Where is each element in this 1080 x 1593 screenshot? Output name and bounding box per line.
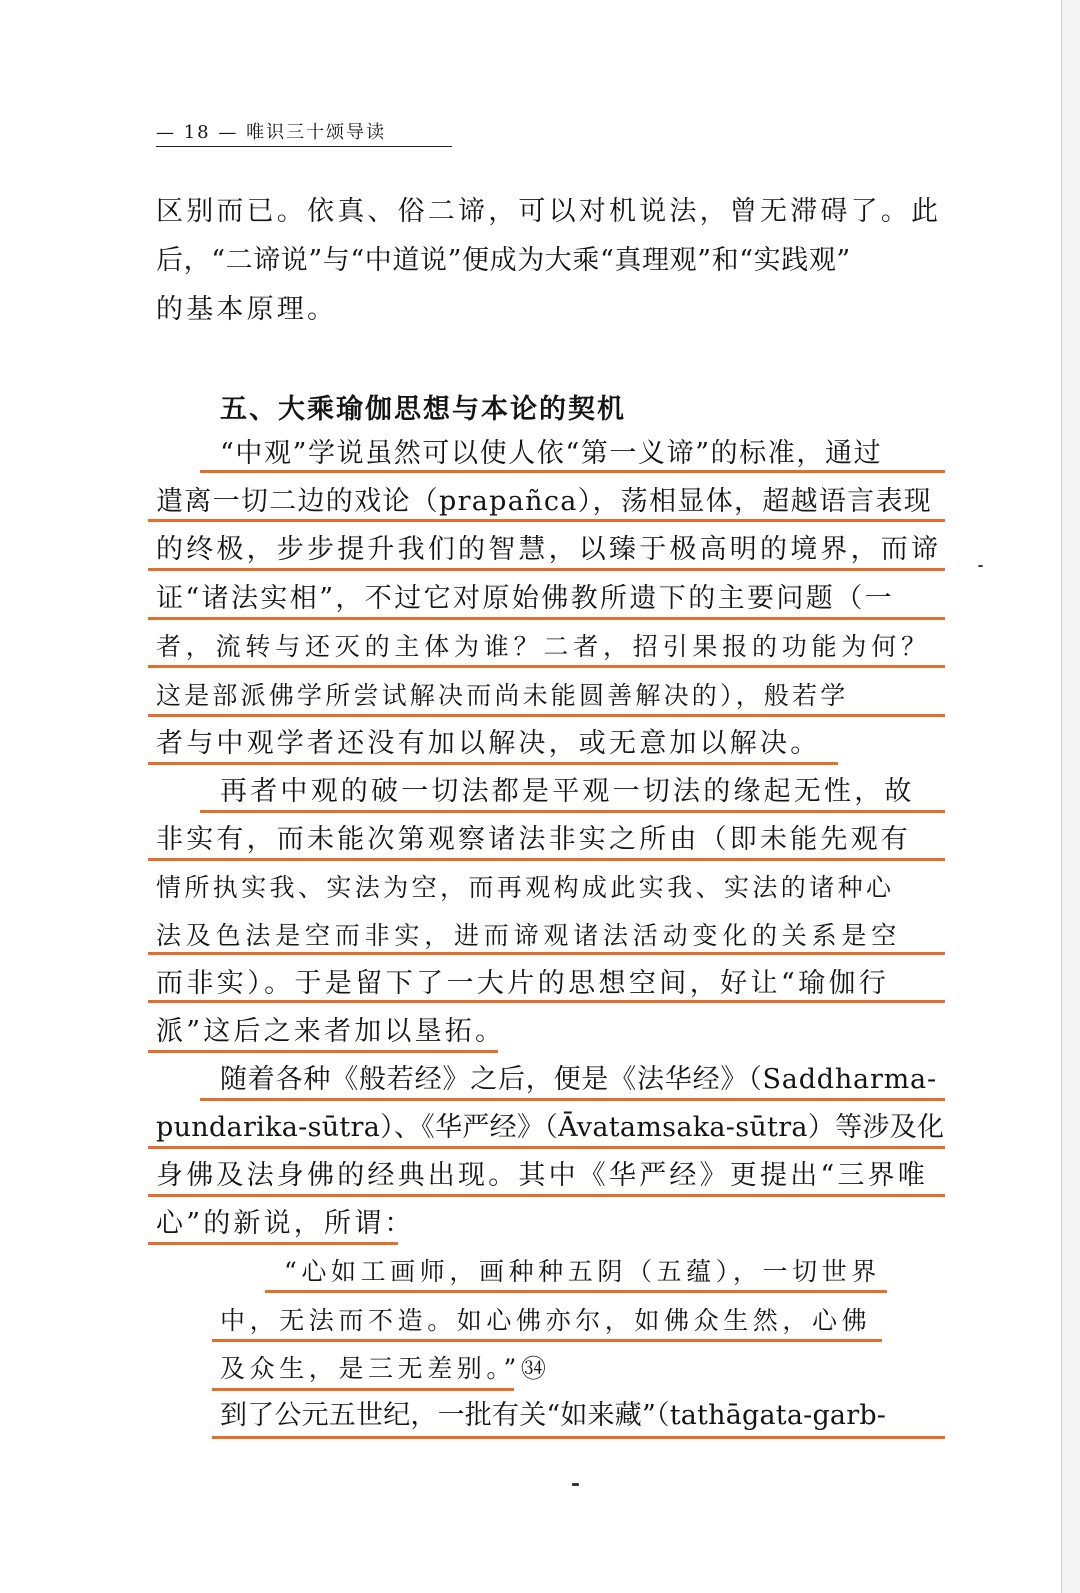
underline-13 [200, 1098, 945, 1101]
quote-line-3: 及众生，是三无差别。”㉞ [220, 1354, 551, 1383]
underline-5 [148, 665, 945, 668]
underline-18 [212, 1339, 882, 1342]
underline-1 [200, 470, 945, 473]
underline-17 [265, 1290, 887, 1293]
scan-speck [572, 1483, 579, 1486]
underline-9 [148, 858, 945, 861]
text-line-12: 非实有，而未能次第观察诸法非实之所由（即未能先观有 [156, 824, 911, 855]
underline-3 [148, 568, 945, 571]
underline-6 [148, 714, 945, 717]
underline-2 [148, 519, 945, 522]
underline-8 [200, 810, 945, 813]
text-line-18: pundarika-sūtra）、《华严经》（Āvatamsaka-sūtra）等涉及化 [156, 1112, 945, 1143]
text-line-17: 随着各种《般若经》之后，便是《法华经》（Saddharma- [220, 1064, 937, 1095]
quote-line-1: “心如工画师，画种种五阴（五蕴），一切世界 [284, 1257, 881, 1286]
underline-20 [212, 1436, 945, 1439]
section-heading: 五、大乘瑜伽思想与本论的契机 [220, 394, 626, 425]
underline-19 [212, 1388, 514, 1391]
text-line-16: 派”这后之来者加以垦拓。 [156, 1016, 506, 1047]
underline-16 [148, 1242, 398, 1245]
scan-speck [978, 565, 983, 567]
underline-11 [148, 1000, 945, 1003]
text-line-5: 遣离一切二边的戏论（prapañca），荡相显体，超越语言表现 [156, 486, 933, 517]
text-line-20: 心”的新说，所谓： [156, 1208, 415, 1239]
underline-10 [148, 952, 945, 955]
text-line-19: 身佛及法身佛的经典出现。其中《华严经》更提出“三界唯 [156, 1160, 929, 1191]
running-header: — 18 — 唯识三十颂导读 [156, 122, 387, 143]
text-line-4: “中观”学说虽然可以使人依“第一义谛”的标准，通过 [220, 438, 883, 469]
text-line-24: 到了公元五世纪，一批有关“如来藏”（tathāgata-garb- [220, 1400, 887, 1431]
text-line-6: 的终极，步步提升我们的智慧，以臻于极高明的境界，而谛 [156, 534, 942, 565]
text-line-10: 者与中观学者还没有加以解决，或无意加以解决。 [156, 728, 821, 759]
text-line-9: 这是部派佛学所尝试解决而尚未能圆善解决的），般若学 [156, 681, 849, 710]
text-line-8: 者，流转与还灭的主体为谁？二者，招引果报的功能为何？ [156, 632, 931, 661]
text-line-2: 后，“二谛说”与“中道说”便成为大乘“真理观”和“实践观” [156, 245, 851, 276]
page-number: 18 [183, 122, 211, 143]
underline-4 [148, 617, 945, 620]
underline-14 [148, 1146, 945, 1149]
page-edge [1061, 0, 1080, 1593]
text-line-15: 而非实）。于是留下了一大片的思想空间，好让“瑜伽行 [156, 968, 890, 999]
text-line-11: 再者中观的破一切法都是平观一切法的缘起无性，故 [220, 776, 915, 807]
text-line-1: 区别而已。依真、俗二谛，可以对机说法，曾无滞碍了。此 [156, 196, 942, 227]
underline-15 [148, 1194, 945, 1197]
text-line-7: 证“诸法实相”，不过它对原始佛教所遗下的主要问题（一 [156, 583, 895, 614]
text-line-3: 的基本原理。 [156, 294, 338, 325]
underline-7 [148, 762, 838, 765]
header-rule [156, 146, 452, 147]
text-line-14: 法及色法是空而非实，进而谛观诸法活动变化的关系是空 [156, 921, 902, 950]
underline-12 [148, 1050, 498, 1053]
quote-line-2: 中，无法而不造。如心佛亦尔，如佛众生然，心佛 [220, 1306, 872, 1335]
text-line-13: 情所执实我、实法为空，而再观构成此实我、实法的诸种心 [156, 873, 895, 902]
book-title: 唯识三十颂导读 [246, 122, 387, 143]
